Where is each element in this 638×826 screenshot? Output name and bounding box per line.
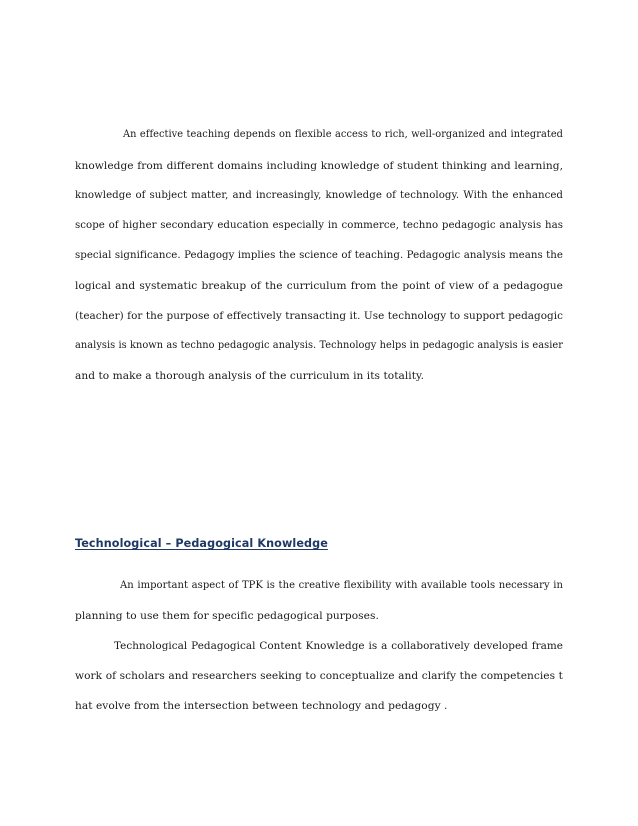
paragraph-line: planning to use them for specific pedagogical purposes. <box>75 610 379 622</box>
paragraph-line: knowledge of subject matter, and increasingly, knowledge of technology. With the enhanced <box>75 190 563 201</box>
paragraph-line: An important aspect of TPK is the creative flexibility with available tools necessary in <box>120 580 563 591</box>
paragraph-line: analysis is known as techno pedagogic analysis. Technology helps in pedagogic analysis is easier <box>75 340 563 351</box>
section-heading: Technological – Pedagogical Knowledge <box>75 537 328 550</box>
paragraph-line: logical and systematic breakup of the curriculum from the point of view of a pedagogue <box>75 280 563 292</box>
paragraph-line: knowledge from different domains including knowledge of student thinking and learning, <box>75 160 563 172</box>
paragraph-line: Technological Pedagogical Content Knowledge is a collaboratively developed frame <box>114 640 563 652</box>
paragraph-line: special significance. Pedagogy implies the science of teaching. Pedagogic analysis means the <box>75 250 563 261</box>
paragraph-line: (teacher) for the purpose of effectively transacting it. Use technology to support pedagogic <box>75 310 563 322</box>
paragraph-line: hat evolve from the intersection between technology and pedagogy . <box>75 700 448 712</box>
paragraph-line: and to make a thorough analysis of the curriculum in its totality. <box>75 370 425 382</box>
paragraph-line: work of scholars and researchers seeking to conceptualize and clarify the competencies t <box>75 670 563 682</box>
paragraph-line: An effective teaching depends on flexible access to rich, well-organized and integrated <box>123 129 563 140</box>
paragraph-line: scope of higher secondary education especially in commerce, techno pedagogic analysis has <box>75 220 563 231</box>
